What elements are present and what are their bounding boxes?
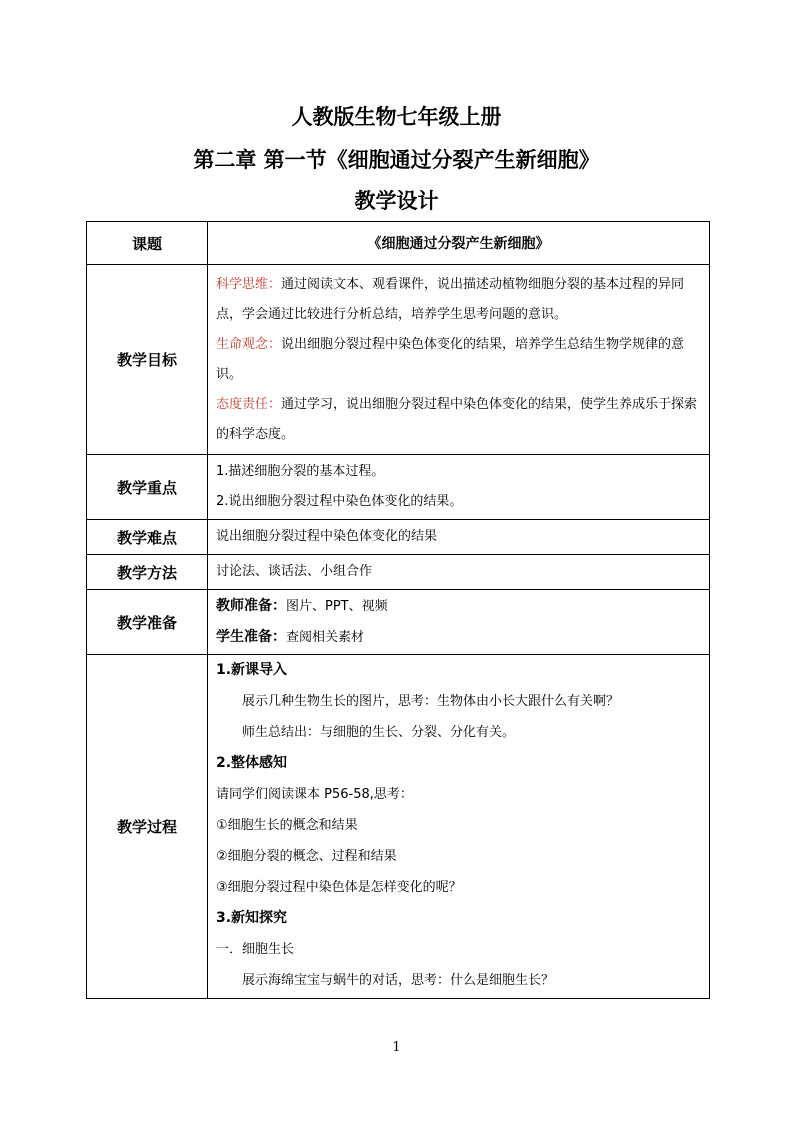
page-number: 1 — [392, 1040, 401, 1055]
student-prep-tag: 学生准备： — [216, 629, 286, 645]
goal-item — [216, 330, 703, 390]
difficulty-text: 说出细胞分裂过程中染色体变化的结果 — [208, 520, 710, 555]
table-row-topic — [87, 222, 710, 265]
key-points-label: 教学重点 — [87, 455, 208, 520]
design-title: 教学设计 — [354, 188, 439, 213]
process-question: ①细胞生长的概念和结果 — [216, 818, 358, 833]
student-prep — [216, 622, 703, 653]
key-point-item: 2.说出细胞分裂过程中染色体变化的结果。 — [216, 494, 463, 509]
document-title: 人教版生物七年级上册 — [291, 104, 502, 129]
student-prep-text: 查阅相关素材 — [286, 630, 365, 645]
goal-text: 通过阅读文本、观看课件，说出描述动植物细胞分裂的基本过程的异同点，学会通过比较进行分析总结，培养学生思考问题的意识。 — [216, 276, 685, 322]
process-paragraph: 展示几种生物生长的图片，思考：生物体由小长大跟什么有关啊？ — [242, 694, 620, 709]
process-paragraph: 师生总结出：与细胞的生长、分裂、分化有关。 — [242, 725, 516, 740]
goal-tag: 态度责任： — [216, 396, 282, 412]
table-row-method — [87, 555, 710, 590]
teacher-prep-text: 图片、PPT、视频 — [286, 599, 388, 614]
method-label: 教学方法 — [87, 555, 208, 590]
section-heading: 2.整体感知 — [216, 755, 288, 771]
teacher-prep — [216, 591, 703, 622]
process-paragraph: 请同学们阅读课本 P56-58,思考： — [216, 787, 413, 802]
process-question: ③细胞分裂过程中染色体是怎样变化的呢？ — [216, 880, 462, 895]
goal-text: 说出细胞分裂过程中染色体变化的结果，培养学生总结生物学规律的意识。 — [216, 336, 685, 382]
difficulty-label: 教学难点 — [87, 520, 208, 555]
goals-cell — [208, 265, 710, 455]
key-points-cell — [208, 455, 710, 520]
preparation-label: 教学准备 — [87, 590, 208, 655]
table-row-process — [87, 655, 710, 999]
key-point-item: 1.描述细胞分裂的基本过程。 — [216, 464, 385, 479]
goal-tag: 科学思维： — [216, 276, 282, 292]
preparation-cell — [208, 590, 710, 655]
goals-label: 教学目标 — [87, 265, 208, 455]
section-heading: 3.新知探究 — [216, 910, 288, 926]
goal-tag: 生命观念： — [216, 336, 282, 352]
topic-value: 《细胞通过分裂产生新细胞》 — [208, 222, 710, 265]
section-heading: 1.新课导入 — [216, 662, 288, 678]
teacher-prep-tag: 教师准备： — [216, 598, 286, 614]
process-paragraph: 展示海绵宝宝与蜗牛的对话，思考：什么是细胞生长？ — [242, 973, 555, 988]
method-text: 讨论法、谈话法、小组合作 — [208, 555, 710, 590]
chapter-title: 第二章 第一节《细胞通过分裂产生新细胞》 — [193, 147, 600, 172]
goal-item — [216, 270, 703, 330]
subsection-heading: 一．细胞生长 — [216, 942, 295, 957]
table-row-difficulty — [87, 520, 710, 555]
table-row-key-points — [87, 455, 710, 520]
table-row-goals — [87, 265, 710, 455]
lesson-plan-table — [86, 221, 710, 999]
goal-item — [216, 390, 703, 450]
process-question: ②细胞分裂的概念、过程和结果 — [216, 849, 397, 864]
topic-label: 课题 — [87, 222, 208, 265]
process-label: 教学过程 — [87, 655, 208, 999]
goal-text: 通过学习，说出细胞分裂过程中染色体变化的结果，使学生养成乐于探索的科学态度。 — [216, 396, 698, 442]
process-cell — [208, 655, 710, 999]
table-row-preparation — [87, 590, 710, 655]
